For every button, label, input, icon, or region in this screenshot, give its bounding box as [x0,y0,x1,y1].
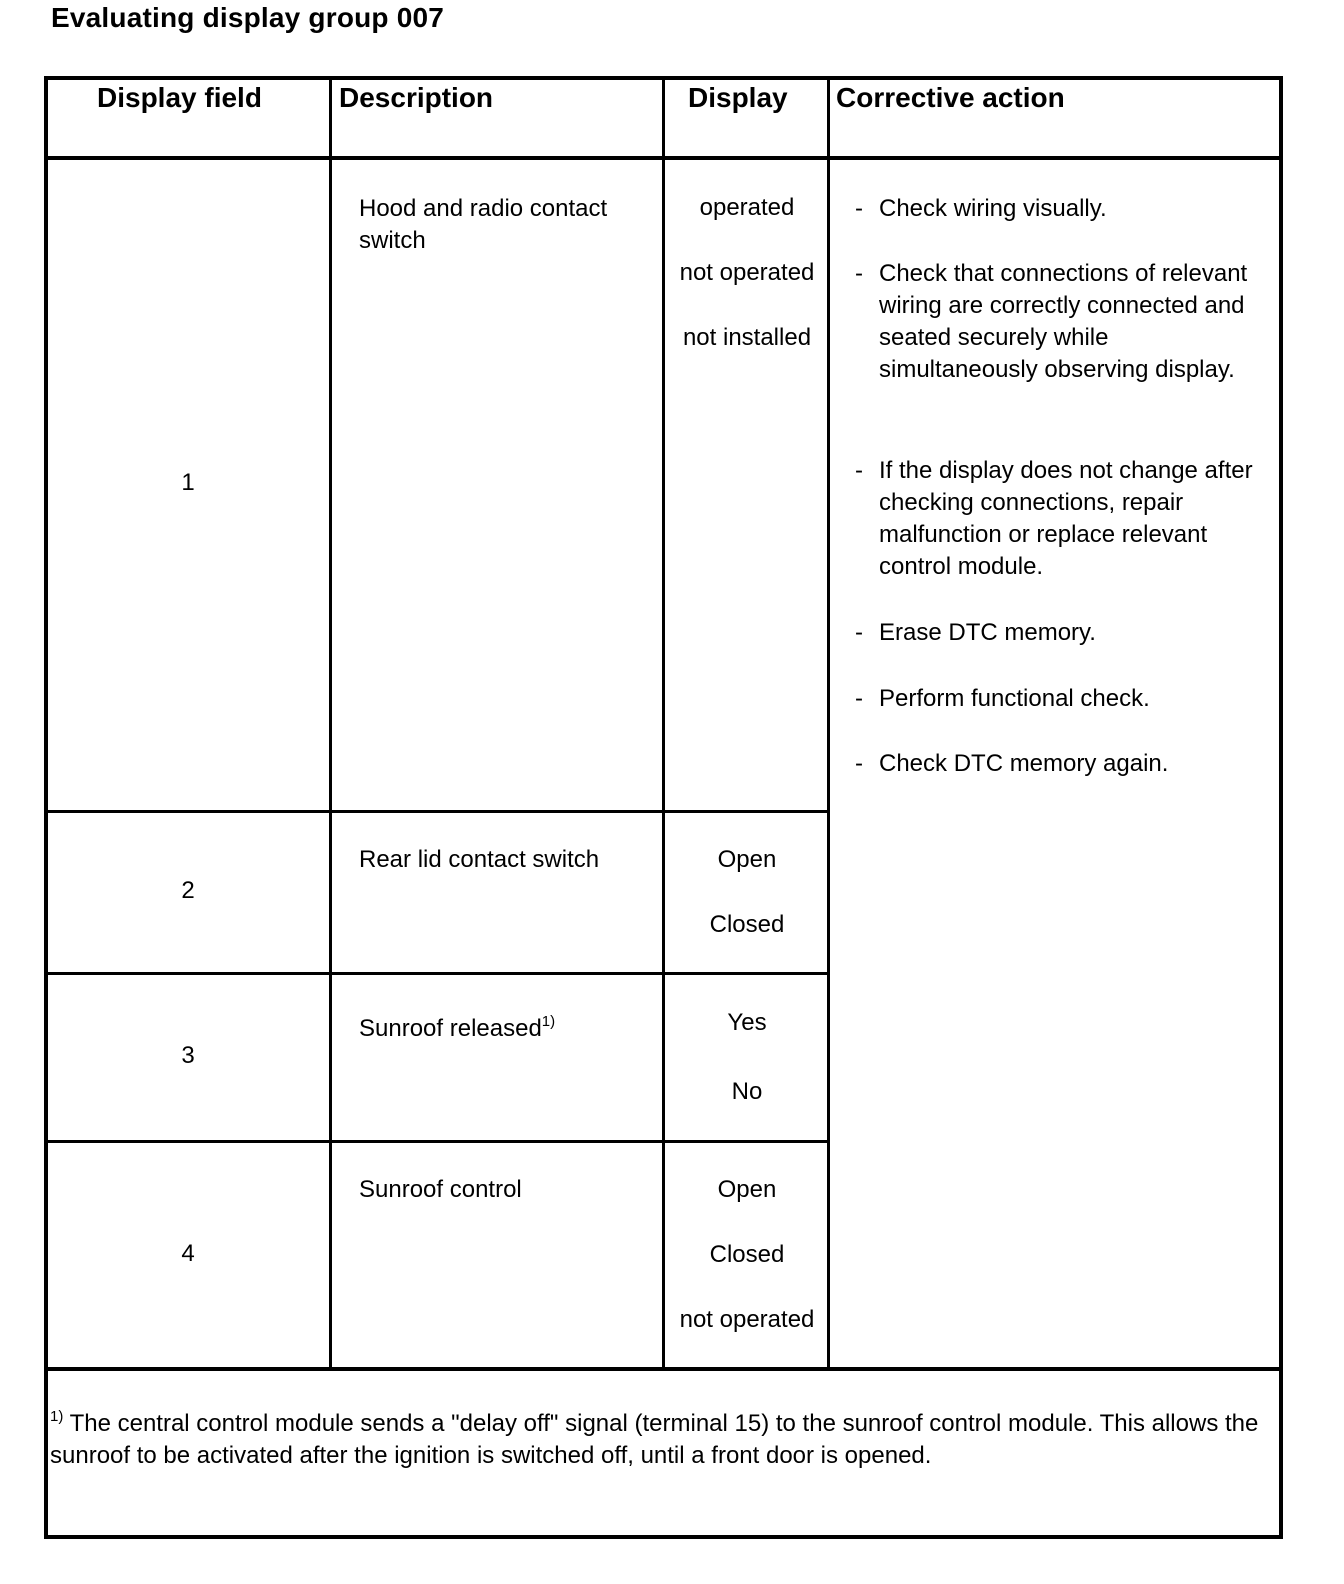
header-display: Display [688,82,788,113]
action-text: Perform functional check. [879,685,1150,712]
footnote-ref: 1) [541,1013,556,1030]
row-4-display-1: Open [717,1176,777,1203]
action-text: Check that connections of relevant wiring are correctly connected and seated securely while simultaneously observing display. [879,260,1248,383]
bullet-dash: - [855,260,863,287]
row-3-field: 3 [181,1042,195,1069]
page-title: Evaluating display group 007 [51,2,445,33]
bullet-dash: - [855,685,863,712]
row-2-field: 2 [181,877,195,904]
bullet-dash: - [855,457,863,484]
column-divider-1 [329,76,332,1369]
bullet-dash: - [855,750,863,777]
header-display-field: Display field [97,82,262,113]
action-text: Erase DTC memory. [879,619,1096,646]
action-text: Check DTC memory again. [879,750,1169,777]
header-description: Description [339,82,494,113]
row-2-display-2: Closed [709,911,785,938]
row-1-display-1: operated [699,194,795,221]
row-1-field: 1 [181,469,195,496]
row-4-display-2: Closed [709,1241,785,1268]
row-2-display-1: Open [717,846,777,873]
action-text: If the display does not change after checking connections, repair malfunction or replace relevant control module. [879,457,1253,580]
row-4-field: 4 [181,1240,195,1267]
action-text: Check wiring visually. [879,195,1107,222]
row-1-display-3: not installed [682,324,812,351]
row-4-description: Sunroof control [359,1176,522,1203]
row-1-display-2: not operated [679,259,815,286]
header-corrective-action: Corrective action [836,82,1065,113]
bullet-dash: - [855,195,863,222]
row-3-description: Sunroof released [359,1015,542,1042]
row-3-display-2: No [731,1078,763,1105]
row-3-description-cell [359,1013,659,1045]
footnote-text: The central control module sends a "delay off" signal (terminal 15) to the sunroof control module. This allows the sunroof to be activated after the ignition is switched off, until a front door is opened. [50,1410,1259,1469]
row-divider-3 [44,1140,830,1143]
row-3-display-1: Yes [727,1009,767,1036]
row-4-display-3: not operated [679,1306,815,1333]
row-divider-2 [44,972,830,975]
footnote-marker: 1) [50,1408,64,1425]
row-divider-1 [44,810,830,813]
bullet-dash: - [855,619,863,646]
row-2-description: Rear lid contact switch [359,846,600,873]
row-1-description: Hood and radio contact switch [359,195,608,254]
footnote [50,1408,1270,1472]
